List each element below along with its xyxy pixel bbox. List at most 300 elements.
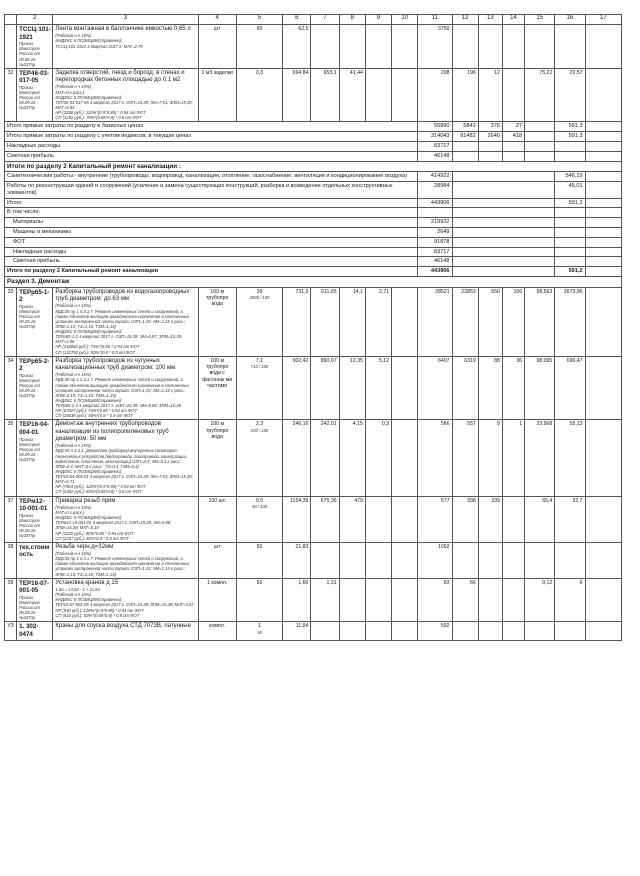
- item-c13: [478, 578, 502, 622]
- item-c17: [585, 68, 621, 122]
- section-final-row: [5, 267, 622, 277]
- estimate-item-row: [5, 542, 622, 578]
- item-c15: 0,12: [525, 578, 555, 622]
- item-c12: 196: [452, 68, 478, 122]
- section-summary-c16: [555, 237, 585, 247]
- item-c14: [502, 578, 524, 622]
- section-summary-blank: [452, 218, 555, 228]
- item-code-cell: [17, 25, 53, 69]
- item-quantity-cell: [236, 578, 282, 622]
- item-quantity-formula: 710 / 100: [250, 364, 269, 369]
- item-c11: 6407: [418, 356, 452, 420]
- item-c15: 68,563: [525, 287, 555, 356]
- summary-row: [5, 141, 622, 151]
- section-summary-label: Санитехнические работы - внутренние (трубопроводы, водопровод, канализация, отопление, газоснабжение, вентиляция и кондиционирование воздуха): [5, 172, 418, 182]
- section-summary-blank: [452, 247, 555, 257]
- section-summary-c11: 219932: [418, 218, 452, 228]
- item-c16: 55,13: [555, 420, 585, 496]
- item-code-cell: [17, 622, 53, 640]
- section-final-blank: [452, 267, 555, 277]
- section-summary-row: [5, 218, 622, 228]
- item-c14: 1: [502, 420, 524, 496]
- summary-c16: [555, 141, 585, 151]
- section-summary-blank: [585, 247, 621, 257]
- item-number: [5, 25, 17, 69]
- section-summary-c16: [555, 218, 585, 228]
- item-detail-line: ТЕРр65-1-2 4 квартал 2017 г. ОЗП=15,39; ЭМ=6,97; ЗПМ=15,39; МАТ=4,96: [55, 334, 183, 345]
- column-number: 6: [283, 15, 311, 25]
- item-c16: 2673,96: [555, 287, 585, 356]
- item-c9: [365, 68, 391, 122]
- item-basis: Приказ Минстроя России от 05.05.16 №337пр: [19, 41, 40, 67]
- item-code: ТЕР16-04-004-01: [19, 421, 50, 436]
- section-summary-c11: 443906: [418, 198, 452, 208]
- item-detail-line: НР (67827 руб.): 74%*(0.85 * 0.94 от ФОТ: [55, 408, 138, 414]
- column-number: 11: [418, 15, 452, 25]
- column-number: 5: [236, 15, 282, 25]
- section-summary-blank: [585, 198, 621, 208]
- estimate-item-row: [5, 25, 622, 69]
- item-detail-line: НР (218066 руб.): 74%*(0.85 * 0.94 от ФОТ: [55, 344, 140, 350]
- section-summary-c11: 414922: [418, 172, 452, 182]
- item-description-cell: [53, 578, 198, 622]
- item-quantity-formula: 50: [257, 629, 262, 635]
- section-summary-c16: [555, 208, 585, 218]
- item-c10: [392, 578, 418, 622]
- section-summary-c11: [418, 208, 452, 218]
- item-name: Установка кранов д 15: [55, 579, 119, 586]
- column-number: 7: [311, 15, 339, 25]
- item-c15: [525, 542, 555, 578]
- summary-c11: 46148: [418, 151, 452, 161]
- item-detail-line: МДС35 пр 1 п.3.1.7. Ремонт инженерных сетей и сооружений, а также объектов жилищно-гражданского назначения в стесненных условиях застроенной части города. ОЗП=1,15; ЭМ=1,15 к расх.; ЗПМ=1,15; ТЗ=1,15; ТЗМ=1,15): [55, 556, 190, 577]
- summary-c13: [478, 141, 502, 151]
- item-name: Разборка трубопроводов из водогазопроводных труб диаметром: до 63 мм: [55, 288, 190, 303]
- summary-c16: 591,3: [555, 132, 585, 142]
- column-number: 13: [478, 15, 502, 25]
- section-summary-c16: [555, 257, 585, 267]
- item-detail-line: (Рабочий н.ч 15%): [55, 303, 91, 309]
- item-c9: [365, 622, 391, 640]
- item-code: тех.стоим ость: [19, 543, 50, 559]
- section-summary-c16: 45,01: [555, 181, 585, 198]
- item-detail-line: МДС35 п 3.3.1. Демонтаж (разборка) внутренних санитарно-технических устройств (водопровода, газопровода, канализации, водостоков, отопления, вентиляции) ОЗП=0,4; ЭМ=0,4 к расх.; ЗПМ=0,4; МАТ=0 к расх.; ТЗ=0,4; ТЗМ=0,4): [55, 448, 188, 469]
- section-summary-c16: 591,2: [555, 198, 585, 208]
- item-quantity: 60: [256, 26, 263, 32]
- section-summary-label: Сметная прибыль: [5, 257, 418, 267]
- item-unit: шт: [198, 25, 236, 69]
- summary-c14: [502, 151, 524, 161]
- item-c11: 83: [418, 578, 452, 622]
- item-detail-line: ТССЦ-101-1921 4 квартал 2017 г. МАТ=2,79: [55, 43, 143, 49]
- item-c10: [392, 542, 418, 578]
- item-detail-line: ТЕР16-07-001-05 4 квартал 2017 г. ОЗП=15,39; ЗПМ=15,39; МАТ=4,67: [55, 602, 194, 608]
- item-quantity: 50: [256, 543, 263, 550]
- item-basis: Приказ Минстроя России от 05.05.16 №337пр: [19, 512, 40, 539]
- section-title: Раздел 3. Демонтаж: [5, 277, 622, 288]
- item-c14: 36: [502, 356, 524, 420]
- item-unit: компл.: [198, 622, 236, 640]
- item-quantity-formula: 50 / 100: [251, 503, 268, 509]
- item-c9: 2,71: [365, 287, 391, 356]
- item-detail-line: 1,66 = 13,92 - 1 × 11,84: [55, 587, 100, 593]
- item-quantity-cell: [236, 356, 282, 420]
- column-number: 8: [339, 15, 365, 25]
- estimate-item-row: [5, 622, 622, 640]
- item-detail-line: (Рабочий н.ч 15%): [55, 551, 91, 557]
- item-quantity-cell: [236, 287, 282, 356]
- item-c17: [585, 496, 621, 542]
- section-summary-label: Машины и механизмы: [5, 228, 418, 238]
- column-number: 3: [53, 15, 198, 25]
- summary-label: Итого прямые затраты по разделу с учетом индексов, в текущих ценах: [5, 132, 418, 142]
- item-detail-line: МАТ=0 к расх.): [55, 89, 85, 95]
- section-summary-blank: [585, 257, 621, 267]
- item-code: ТЕРр65-2-2: [19, 357, 50, 373]
- item-detail-line: (Рабочий н.ч 15%): [55, 84, 91, 90]
- item-detail-line: НР (7904 руб.): 128%*(0.9*0.85) * 0.94 от ФОТ: [55, 484, 146, 490]
- item-quantity-cell: [236, 420, 282, 496]
- item-c16: 32,7: [555, 496, 585, 542]
- item-c16: 22,57: [555, 68, 585, 122]
- item-number: 35: [5, 420, 17, 496]
- column-number: 12: [452, 15, 478, 25]
- estimate-item-row: [5, 68, 622, 122]
- item-quantity-formula: 3900 / 100: [249, 295, 270, 301]
- section-summary-label: ФОТ: [5, 237, 418, 247]
- estimate-item-row: [5, 578, 622, 622]
- item-detail-line: (Рабочий н.ч 15%): [55, 592, 91, 598]
- item-code-cell: [17, 68, 53, 122]
- item-c14: [502, 496, 524, 542]
- item-c14: [502, 25, 524, 69]
- item-c10: [392, 420, 418, 496]
- section-summary-blank: [585, 237, 621, 247]
- item-quantity-formula: 230 / 100: [250, 427, 269, 433]
- item-c8: [339, 622, 365, 640]
- summary-: [585, 151, 621, 161]
- item-quantity-cell: [236, 496, 282, 542]
- item-code-cell: [17, 542, 53, 578]
- item-quantity-cell: [236, 68, 282, 122]
- item-detail-line: (Рабочий н.ч 15%): [55, 443, 91, 449]
- section-summary-label: Материалы: [5, 218, 418, 228]
- summary-label: Итого прямые затраты по разделу в базисных ценах: [5, 122, 418, 132]
- item-c12: 66: [452, 578, 478, 622]
- column-number-row: [5, 15, 622, 25]
- item-code-cell: [17, 287, 53, 356]
- item-c13: 550: [478, 287, 502, 356]
- item-c6: 1,66: [283, 578, 311, 622]
- item-c11: 1092: [418, 542, 452, 578]
- item-c13: [478, 622, 502, 640]
- item-c10: [392, 68, 418, 122]
- item-c8: [339, 25, 365, 69]
- item-number: 32: [5, 68, 17, 122]
- item-c7: 242,01: [311, 420, 339, 496]
- item-c17: [585, 622, 621, 640]
- summary-c12: 91482: [452, 132, 478, 142]
- section-total-label: Итоги по разделу 2 Капитальный ремонт канализации :: [5, 161, 622, 172]
- item-unit: 1 м3 заделки: [198, 68, 236, 122]
- item-unit: 100 м трубопро вода с фасонны ми частями: [198, 356, 236, 420]
- item-c16: [555, 622, 585, 640]
- section-final-blank: [585, 267, 621, 277]
- section-summary-c11: 2649: [418, 228, 452, 238]
- section-summary-label: Накладные расходы: [5, 247, 418, 257]
- section-title-row: [5, 277, 622, 288]
- item-c7: 890,07: [311, 356, 339, 420]
- item-detail-line: ТЕР46-03-017-05 4 квартал 2017 г. ОЗП=15,39; ЭМ=7,51; ЗПМ=15,39; МАТ=5,93: [55, 99, 193, 110]
- item-number: 39: [5, 578, 17, 622]
- item-c10: [392, 287, 418, 356]
- summary-c14: 418: [502, 132, 524, 142]
- item-c8: [339, 542, 365, 578]
- item-code: ТССЦ-101-1921: [19, 26, 51, 41]
- summary-row: [5, 132, 622, 142]
- item-name: Разборка трубопроводов из чугунных канализационных труб диаметром: 100 мм: [55, 357, 176, 371]
- section-summary-row: [5, 208, 622, 218]
- section-summary-blank: [452, 198, 555, 208]
- column-number: 17: [585, 15, 621, 25]
- item-detail-line: СП (132792 руб.): 50%*(0.8 * 0.9 от ФОТ: [55, 349, 136, 355]
- summary-c13: 2640: [478, 132, 502, 142]
- item-detail-line: НР (930 руб.): 128%*(0.9*0.85) * 0.94 от ФОТ: [55, 607, 144, 613]
- section-summary-blank: [452, 172, 555, 182]
- item-number: УЗ: [5, 622, 17, 640]
- item-c9: 5,12: [365, 356, 391, 420]
- section-summary-row: [5, 247, 622, 257]
- item-c12: 6319: [452, 356, 478, 420]
- item-c7: [311, 622, 339, 640]
- section-summary-c16: [555, 228, 585, 238]
- item-basis: Приказ Минстроя России от 05.05.16 №337пр: [19, 594, 40, 621]
- section-summary-blank: [452, 208, 555, 218]
- summary-c14: 27: [502, 122, 524, 132]
- section-summary-label: В том числе:: [5, 208, 418, 218]
- item-description-cell: [53, 68, 198, 122]
- item-c11: 3750: [418, 25, 452, 69]
- item-c16: [555, 25, 585, 69]
- estimate-item-row: [5, 496, 622, 542]
- summary-: [525, 151, 555, 161]
- item-detail-line: ИНДЕКС К ПОЗИЦИИ(справочно):: [55, 329, 123, 335]
- item-description-cell: [53, 287, 198, 356]
- item-detail-line: СП (4302 руб.): 83%*(0.85*0.8) * 0.9 от ФОТ: [55, 489, 142, 495]
- item-c6: 21,83: [283, 542, 311, 578]
- item-detail-line: ИНДЕКС К ПОЗИЦИИ(справочно):: [55, 597, 123, 603]
- item-c11: 208: [418, 68, 452, 122]
- item-description-cell: [53, 356, 198, 420]
- item-c13: 9: [478, 420, 502, 496]
- summary-: [525, 132, 555, 142]
- summary-c11: 83717: [418, 141, 452, 151]
- item-c17: [585, 356, 621, 420]
- item-c8: 12,35: [339, 356, 365, 420]
- item-code-cell: [17, 496, 53, 542]
- item-c7: 611,65: [311, 287, 339, 356]
- item-detail-line: ТЕРм12-10-001-01 4 квартал 2017 г. ОЗП=15,39; ЭМ=5,88; ЗПМ=15,39; МАТ=5,18: [55, 520, 172, 531]
- item-c16: [555, 542, 585, 578]
- section-summary-blank: [585, 208, 621, 218]
- item-code: ТЕРр65-1-2: [19, 288, 50, 304]
- item-unit: шт: [198, 542, 236, 578]
- item-detail-line: ИНДЕКС К ПОЗИЦИИ(справочно):: [55, 468, 123, 474]
- item-detail-line: СП (2247 руб.): 60%*0.8 * 0.9 от ФОТ: [55, 535, 129, 541]
- summary-c12: 5843: [452, 122, 478, 132]
- item-quantity: 0,3: [255, 69, 264, 76]
- item-c12: 23853: [452, 287, 478, 356]
- item-c12: 338: [452, 496, 478, 542]
- item-basis: Приказ Минстроя России от 05.05.16 №337пр: [19, 372, 40, 399]
- item-c8: [339, 578, 365, 622]
- item-code: ТЕР16-07-001-05: [19, 579, 50, 595]
- item-description-cell: [53, 496, 198, 542]
- item-detail-line: ТЕР16-04-004-01 4 квартал 2017 г. ОЗП=15,39; ЭМ=7,03; ЗПМ=15,39; МАТ=6,71: [55, 474, 193, 485]
- col-num-empty: [5, 15, 17, 25]
- item-name: Приварка резьб прим: [55, 497, 116, 504]
- item-c12: [452, 622, 478, 640]
- column-number: 4: [198, 15, 236, 25]
- item-basis: Приказ Минстроя России от 05.05.16 №337пр: [19, 303, 40, 330]
- section-summary-c16: 546,19: [555, 172, 585, 182]
- estimate-item-row: [5, 287, 622, 356]
- item-c14: [502, 68, 524, 122]
- item-number: 38: [5, 542, 17, 578]
- section-summary-label: Работы по реконструкции зданий и сооружений (усиление и замена существующих конструкций, разборка и возведение отдельных конструктивных элементов): [5, 181, 418, 198]
- section-summary-c11: 83717: [418, 247, 452, 257]
- item-description-cell: [53, 25, 198, 69]
- summary-c11: 314043: [418, 132, 452, 142]
- item-c7: 675,36: [311, 496, 339, 542]
- item-name: Заделка отверстий, гнезд и борозд: в стенах и перегородках бетонных площадью до 0,1 м2: [55, 69, 185, 84]
- item-detail-line: ТЕРр65-2-2 4 квартал 2017 г. ОЗП=15,39; ЭМ=9,08; ЗПМ=15,39: [55, 403, 181, 409]
- section-summary-c11: 46148: [418, 257, 452, 267]
- item-quantity: 1: [258, 623, 261, 630]
- item-c13: 239: [478, 496, 502, 542]
- item-c14: 106: [502, 287, 524, 356]
- item-c14: [502, 622, 524, 640]
- item-c10: [392, 25, 418, 69]
- item-name: Лента монтажная в баллончике емкостью 0,65 л: [55, 26, 191, 32]
- item-quantity: 0,5: [255, 497, 264, 504]
- section-summary-blank: [585, 172, 621, 182]
- summary-: [585, 132, 621, 142]
- summary-c12: [452, 151, 478, 161]
- section-summary-row: [5, 228, 622, 238]
- column-number: 2: [17, 15, 53, 25]
- item-c6: 902,42: [283, 356, 311, 420]
- item-basis: Приказ Минстроя России от 05.05.16 №337пр: [19, 436, 40, 463]
- item-number: 37: [5, 496, 17, 542]
- section-summary-blank: [452, 228, 555, 238]
- section-summary-c11: 28984: [418, 181, 452, 198]
- section-summary-blank: [585, 218, 621, 228]
- column-number: 10: [392, 15, 418, 25]
- item-description-cell: [53, 622, 198, 640]
- item-code-cell: [17, 356, 53, 420]
- item-c13: [478, 542, 502, 578]
- item-detail-line: НР (2288 руб.): 110%*(0.9*0.85) * 0.94 от ФОТ: [55, 110, 146, 115]
- item-c15: 65,4: [525, 496, 555, 542]
- item-c15: 98,095: [525, 356, 555, 420]
- item-code: ТЕРм12-10-001-01: [19, 497, 48, 513]
- item-c12: [452, 25, 478, 69]
- item-c11: 566: [418, 420, 452, 496]
- item-detail-line: СП (1292 руб.): 70%*(0.85*0.8) * 0.9 от ФОТ: [55, 115, 142, 121]
- item-quantity: 50: [256, 579, 263, 586]
- item-detail-line: (Рабочий н.ч 15%): [55, 504, 91, 510]
- summary-: [525, 141, 555, 151]
- item-c13: 88: [478, 356, 502, 420]
- item-c17: [585, 287, 621, 356]
- item-c10: [392, 496, 418, 542]
- item-detail-line: МДС35 пр 1 п.3.1.7. Ремонт инженерных сетей и сооружений, а также объектов жилищно-гражданского назначения в стесненных условиях застроенной части города. ОЗП=1,15; ЭМ=1,15 к расх.; ЗПМ=1,15; ТЗ=1,15; ТЗМ=1,15): [55, 377, 190, 398]
- item-c6: 246,16: [283, 420, 311, 496]
- item-quantity-cell: [236, 622, 282, 640]
- item-c11: 28521: [418, 287, 452, 356]
- item-c8: 41,44: [339, 68, 365, 122]
- summary-c16: 591,3: [555, 122, 585, 132]
- item-c11: 577: [418, 496, 452, 542]
- item-basis: Приказ Минстроя России от 05.05.16 №337пр: [19, 84, 40, 111]
- item-detail-line: СП (516 руб.): 83%*(0.85*0.8) * 0.9 от ФОТ: [55, 612, 140, 618]
- item-c7: [311, 542, 339, 578]
- item-c17: [585, 578, 621, 622]
- summary-c13: 376: [478, 122, 502, 132]
- item-quantity-cell: [236, 25, 282, 69]
- item-c6: 731,3: [283, 287, 311, 356]
- item-name: Демонтаж внутренних трубопроводов канализации из полипропиленовых труб диаметром: 50 мм: [55, 421, 169, 443]
- item-c8: 14,1: [339, 287, 365, 356]
- item-c16: 696,47: [555, 356, 585, 420]
- item-c8: 4,15: [339, 420, 365, 496]
- item-detail-line: МАТ=0 к расх.): [55, 510, 85, 516]
- item-code-cell: [17, 420, 53, 496]
- summary-: [585, 141, 621, 151]
- item-detail-line: (Рабочий н.ч 15%): [55, 372, 91, 378]
- summary-c13: [478, 151, 502, 161]
- item-c7: [311, 25, 339, 69]
- summary-c11: 55890: [418, 122, 452, 132]
- item-description-cell: [53, 542, 198, 578]
- estimate-table: [4, 14, 622, 641]
- section-summary-row: [5, 181, 622, 198]
- item-detail-line: (Рабочий н.ч 15%): [55, 33, 91, 39]
- section-summary-label: Итого: [5, 198, 418, 208]
- item-code-cell: [17, 578, 53, 622]
- section-final-label: Итого по разделу 2 Капитальный ремонт канализации: [5, 267, 418, 277]
- item-c7: 653,1: [311, 68, 339, 122]
- item-c11: 592: [418, 622, 452, 640]
- section-summary-blank: [585, 228, 621, 238]
- estimate-item-row: [5, 356, 622, 420]
- item-detail-line: НР (3220 руб.): 80%*0.85 * 0.94 от ФОТ: [55, 530, 134, 536]
- section-summary-c16: [555, 247, 585, 257]
- item-number: 34: [5, 356, 17, 420]
- column-number: 16: [555, 15, 585, 25]
- section-summary-c11: 91878: [418, 237, 452, 247]
- section-summary-blank: [452, 237, 555, 247]
- item-c8: 479: [339, 496, 365, 542]
- summary-: [585, 122, 621, 132]
- item-c6: 11,84: [283, 622, 311, 640]
- item-detail-line: ИНДЕКС К ПОЗИЦИИ(справочно):: [55, 94, 123, 100]
- section-summary-row: [5, 237, 622, 247]
- item-quantity-cell: [236, 542, 282, 578]
- summary-label: Накладные расходы: [5, 141, 418, 151]
- column-number: 14: [502, 15, 524, 25]
